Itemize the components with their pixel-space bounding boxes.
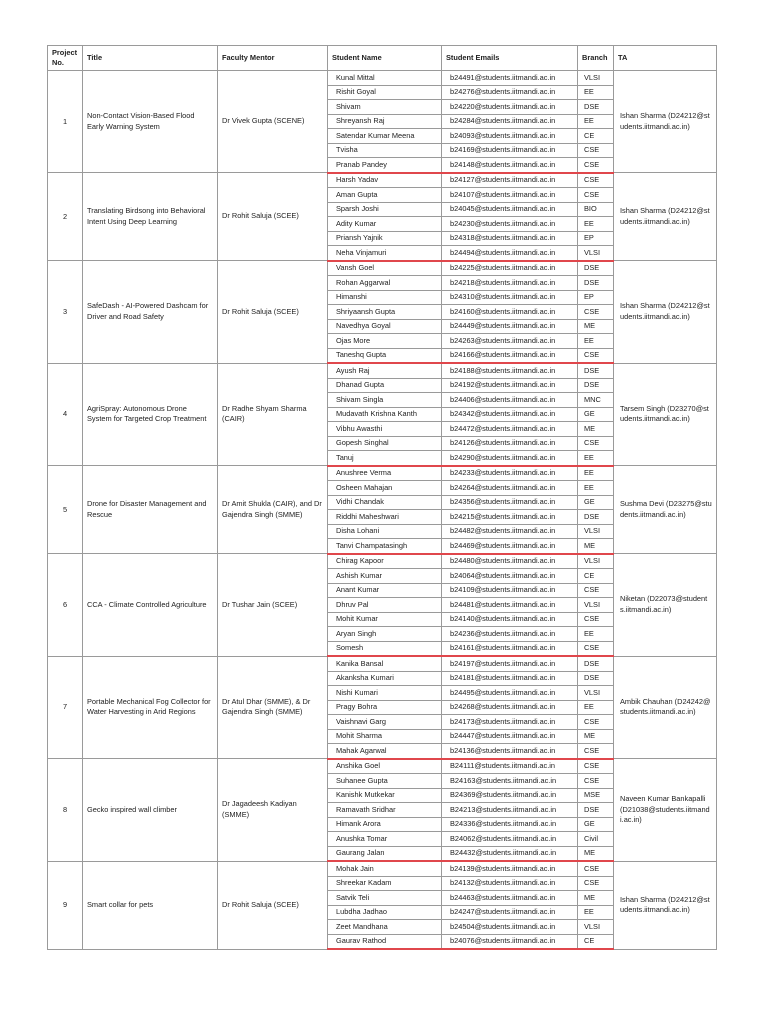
teaching-assistant: Ishan Sharma (D24212@students.iitmandi.ac.in) — [614, 173, 717, 261]
student-branch: CSE — [578, 612, 614, 627]
student-email: b24469@students.iitmandi.ac.in — [442, 539, 578, 554]
student-branch: DSE — [578, 276, 614, 291]
student-name: Lubdha Jadhao — [328, 905, 442, 920]
student-name: Tanuj — [328, 451, 442, 466]
student-branch: CSE — [578, 744, 614, 759]
student-email: b24093@students.iitmandi.ac.in — [442, 129, 578, 144]
student-branch: EE — [578, 85, 614, 100]
student-name: Mohit Kumar — [328, 612, 442, 627]
student-email: b24494@students.iitmandi.ac.in — [442, 246, 578, 261]
student-branch: CSE — [578, 158, 614, 173]
student-name: Mohit Sharma — [328, 729, 442, 744]
student-branch: ME — [578, 729, 614, 744]
student-name: Gopesh Singhal — [328, 436, 442, 451]
student-email: b24447@students.iitmandi.ac.in — [442, 729, 578, 744]
student-branch: ME — [578, 319, 614, 334]
project-number: 8 — [48, 759, 83, 862]
table-row — [48, 71, 717, 86]
student-email: b24064@students.iitmandi.ac.in — [442, 569, 578, 584]
table-row — [48, 173, 717, 188]
student-email: b24481@students.iitmandi.ac.in — [442, 598, 578, 613]
student-branch: VLSI — [578, 554, 614, 569]
student-email: b24188@students.iitmandi.ac.in — [442, 363, 578, 378]
table-row — [48, 363, 717, 378]
student-email: b24127@students.iitmandi.ac.in — [442, 173, 578, 188]
student-branch: VLSI — [578, 920, 614, 935]
student-name: Zeet Mandhana — [328, 920, 442, 935]
project-number: 5 — [48, 466, 83, 554]
student-name: Mohak Jain — [328, 861, 442, 876]
student-name: Anushka Tomar — [328, 832, 442, 847]
student-branch: CE — [578, 129, 614, 144]
table-row — [48, 656, 717, 671]
project-number: 7 — [48, 656, 83, 759]
student-name: Anushree Verma — [328, 466, 442, 481]
faculty-mentor: Dr Tushar Jain (SCEE) — [218, 554, 328, 657]
student-name: Kunal Mittal — [328, 71, 442, 86]
student-email: B24062@students.iitmandi.ac.in — [442, 832, 578, 847]
student-name: Navedhya Goyal — [328, 319, 442, 334]
teaching-assistant: Naveen Kumar Bankapalli (D21038@students.iitmandi.ac.in) — [614, 759, 717, 862]
student-branch: EE — [578, 334, 614, 349]
faculty-mentor: Dr Amit Shukla (CAIR), and Dr Gajendra Singh (SMME) — [218, 466, 328, 554]
student-email: b24290@students.iitmandi.ac.in — [442, 451, 578, 466]
faculty-mentor: Dr Rohit Saluja (SCEE) — [218, 173, 328, 261]
student-branch: DSE — [578, 510, 614, 525]
student-branch: VLSI — [578, 686, 614, 701]
student-name: Somesh — [328, 641, 442, 656]
student-email: b24148@students.iitmandi.ac.in — [442, 158, 578, 173]
student-email: b24166@students.iitmandi.ac.in — [442, 348, 578, 363]
teaching-assistant: Niketan (D22073@students.iitmandi.ac.in) — [614, 554, 717, 657]
header-project-no: Project No. — [48, 46, 83, 71]
student-branch: VLSI — [578, 524, 614, 539]
student-name: Ramavath Sridhar — [328, 803, 442, 818]
student-branch: VLSI — [578, 246, 614, 261]
student-name: Gaurang Jalan — [328, 846, 442, 861]
header-row — [48, 46, 717, 71]
student-name: Rohan Aggarwal — [328, 276, 442, 291]
student-email: B24163@students.iitmandi.ac.in — [442, 774, 578, 789]
student-name: Mudavath Krishna Kanth — [328, 407, 442, 422]
student-branch: DSE — [578, 363, 614, 378]
student-branch: CSE — [578, 188, 614, 203]
project-number: 2 — [48, 173, 83, 261]
student-email: b24247@students.iitmandi.ac.in — [442, 905, 578, 920]
student-email: b24220@students.iitmandi.ac.in — [442, 100, 578, 115]
student-name: Disha Lohani — [328, 524, 442, 539]
student-branch: ME — [578, 539, 614, 554]
student-email: b24268@students.iitmandi.ac.in — [442, 700, 578, 715]
student-branch: CSE — [578, 143, 614, 158]
student-branch: EE — [578, 700, 614, 715]
student-branch: DSE — [578, 378, 614, 393]
student-email: b24192@students.iitmandi.ac.in — [442, 378, 578, 393]
student-branch: DSE — [578, 261, 614, 276]
table-row — [48, 261, 717, 276]
student-branch: MSE — [578, 788, 614, 803]
student-branch: EE — [578, 905, 614, 920]
student-email: b24263@students.iitmandi.ac.in — [442, 334, 578, 349]
student-email: b24181@students.iitmandi.ac.in — [442, 671, 578, 686]
student-branch: GE — [578, 495, 614, 510]
student-name: Ojas More — [328, 334, 442, 349]
student-branch: CSE — [578, 641, 614, 656]
faculty-mentor: Dr Rohit Saluja (SCEE) — [218, 261, 328, 364]
header-student-emails: Student Emails — [442, 46, 578, 71]
student-branch: VLSI — [578, 71, 614, 86]
student-branch: CSE — [578, 774, 614, 789]
student-email: b24107@students.iitmandi.ac.in — [442, 188, 578, 203]
student-name: Pranab Pandey — [328, 158, 442, 173]
student-branch: CE — [578, 934, 614, 949]
student-name: Shivam Singla — [328, 393, 442, 408]
student-email: b24284@students.iitmandi.ac.in — [442, 114, 578, 129]
student-email: b24482@students.iitmandi.ac.in — [442, 524, 578, 539]
student-email: b24076@students.iitmandi.ac.in — [442, 934, 578, 949]
projects-table-body — [48, 71, 717, 950]
project-title: AgriSpray: Autonomous Drone System for Targeted Crop Treatment — [83, 363, 218, 466]
student-branch: CSE — [578, 861, 614, 876]
student-name: Tanvi Champatasingh — [328, 539, 442, 554]
student-email: b24233@students.iitmandi.ac.in — [442, 466, 578, 481]
student-branch: DSE — [578, 100, 614, 115]
student-name: Himanshi — [328, 290, 442, 305]
student-email: b24126@students.iitmandi.ac.in — [442, 436, 578, 451]
project-title: CCA - Climate Controlled Agriculture — [83, 554, 218, 657]
student-name: Rishit Goyal — [328, 85, 442, 100]
student-branch: EE — [578, 451, 614, 466]
student-email: b24463@students.iitmandi.ac.in — [442, 891, 578, 906]
student-name: Ashish Kumar — [328, 569, 442, 584]
table-row — [48, 759, 717, 774]
student-name: Kanika Bansal — [328, 656, 442, 671]
project-title: Translating Birdsong into Behavioral Intent Using Deep Learning — [83, 173, 218, 261]
student-branch: MNC — [578, 393, 614, 408]
student-branch: GE — [578, 817, 614, 832]
student-email: b24318@students.iitmandi.ac.in — [442, 231, 578, 246]
teaching-assistant: Tarsem Singh (D23270@students.iitmandi.ac.in) — [614, 363, 717, 466]
student-email: b24491@students.iitmandi.ac.in — [442, 71, 578, 86]
student-branch: EE — [578, 466, 614, 481]
student-name: Harsh Yadav — [328, 173, 442, 188]
table-row — [48, 466, 717, 481]
teaching-assistant: Sushma Devi (D23275@students.iitmandi.ac.in) — [614, 466, 717, 554]
student-branch: CSE — [578, 876, 614, 891]
student-name: Vansh Goel — [328, 261, 442, 276]
student-name: Kanishk Mutkekar — [328, 788, 442, 803]
student-name: Shreyansh Raj — [328, 114, 442, 129]
student-branch: Civil — [578, 832, 614, 847]
student-email: b24109@students.iitmandi.ac.in — [442, 583, 578, 598]
student-email: b24197@students.iitmandi.ac.in — [442, 656, 578, 671]
student-name: Shivam — [328, 100, 442, 115]
header-branch: Branch — [578, 46, 614, 71]
student-email: b24342@students.iitmandi.ac.in — [442, 407, 578, 422]
student-email: b24218@students.iitmandi.ac.in — [442, 276, 578, 291]
student-branch: ME — [578, 846, 614, 861]
student-email: b24045@students.iitmandi.ac.in — [442, 202, 578, 217]
student-name: Sparsh Joshi — [328, 202, 442, 217]
student-email: b24449@students.iitmandi.ac.in — [442, 319, 578, 334]
project-title: SafeDash - AI-Powered Dashcam for Driver and Road Safety — [83, 261, 218, 364]
student-name: Pragy Bohra — [328, 700, 442, 715]
student-name: Dhruv Pal — [328, 598, 442, 613]
student-email: b24406@students.iitmandi.ac.in — [442, 393, 578, 408]
student-name: Gaurav Rathod — [328, 934, 442, 949]
student-email: b24225@students.iitmandi.ac.in — [442, 261, 578, 276]
faculty-mentor: Dr Atul Dhar (SMME), & Dr Gajendra Singh (SMME) — [218, 656, 328, 759]
student-branch: CSE — [578, 436, 614, 451]
student-branch: CSE — [578, 715, 614, 730]
student-email: b24160@students.iitmandi.ac.in — [442, 305, 578, 320]
header-student-name: Student Name — [328, 46, 442, 71]
teaching-assistant: Ishan Sharma (D24212@students.iitmandi.ac.in) — [614, 71, 717, 173]
project-title: Non-Contact Vision-Based Flood Early Warning System — [83, 71, 218, 173]
student-name: Himank Arora — [328, 817, 442, 832]
project-number: 9 — [48, 861, 83, 949]
table-row — [48, 861, 717, 876]
student-name: Aryan Singh — [328, 627, 442, 642]
student-email: B24432@students.iitmandi.ac.in — [442, 846, 578, 861]
table-row — [48, 554, 717, 569]
teaching-assistant: Ambik Chauhan (D24242@students.iitmandi.ac.in) — [614, 656, 717, 759]
header-title: Title — [83, 46, 218, 71]
student-email: B24336@students.iitmandi.ac.in — [442, 817, 578, 832]
faculty-mentor: Dr Rohit Saluja (SCEE) — [218, 861, 328, 949]
student-name: Akanksha Kumari — [328, 671, 442, 686]
student-name: Neha Vinjamuri — [328, 246, 442, 261]
student-name: Ayush Raj — [328, 363, 442, 378]
student-email: b24169@students.iitmandi.ac.in — [442, 143, 578, 158]
student-branch: EE — [578, 217, 614, 232]
student-email: b24480@students.iitmandi.ac.in — [442, 554, 578, 569]
student-name: Aman Gupta — [328, 188, 442, 203]
student-branch: DSE — [578, 671, 614, 686]
student-email: b24236@students.iitmandi.ac.in — [442, 627, 578, 642]
project-number: 1 — [48, 71, 83, 173]
student-email: b24472@students.iitmandi.ac.in — [442, 422, 578, 437]
student-name: Anshika Goel — [328, 759, 442, 774]
student-email: b24264@students.iitmandi.ac.in — [442, 481, 578, 496]
student-branch: CE — [578, 569, 614, 584]
student-name: Mahak Agarwal — [328, 744, 442, 759]
student-branch: CSE — [578, 759, 614, 774]
student-branch: EE — [578, 481, 614, 496]
student-email: b24173@students.iitmandi.ac.in — [442, 715, 578, 730]
student-email: b24139@students.iitmandi.ac.in — [442, 861, 578, 876]
student-branch: DSE — [578, 656, 614, 671]
faculty-mentor: Dr Jagadeesh Kadiyan (SMME) — [218, 759, 328, 862]
student-name: Satvik Teli — [328, 891, 442, 906]
student-branch: CSE — [578, 348, 614, 363]
student-email: b24140@students.iitmandi.ac.in — [442, 612, 578, 627]
student-branch: VLSI — [578, 598, 614, 613]
projects-table — [47, 45, 717, 950]
student-branch: EP — [578, 290, 614, 305]
teaching-assistant: Ishan Sharma (D24212@students.iitmandi.ac.in) — [614, 261, 717, 364]
student-branch: CSE — [578, 305, 614, 320]
student-name: Vibhu Awasthi — [328, 422, 442, 437]
project-title: Gecko inspired wall climber — [83, 759, 218, 862]
student-name: Vaishnavi Garg — [328, 715, 442, 730]
student-branch: CSE — [578, 583, 614, 598]
project-title: Drone for Disaster Management and Rescue — [83, 466, 218, 554]
student-email: b24356@students.iitmandi.ac.in — [442, 495, 578, 510]
student-email: B24111@students.iitmandi.ac.in — [442, 759, 578, 774]
student-name: Nishi Kumari — [328, 686, 442, 701]
student-name: Taneshq Gupta — [328, 348, 442, 363]
student-name: Suhanee Gupta — [328, 774, 442, 789]
student-name: Riddhi Maheshwari — [328, 510, 442, 525]
student-name: Satendar Kumar Meena — [328, 129, 442, 144]
student-branch: ME — [578, 422, 614, 437]
student-name: Shreekar Kadam — [328, 876, 442, 891]
student-email: b24495@students.iitmandi.ac.in — [442, 686, 578, 701]
student-email: b24215@students.iitmandi.ac.in — [442, 510, 578, 525]
student-email: b24132@students.iitmandi.ac.in — [442, 876, 578, 891]
header-faculty-mentor: Faculty Mentor — [218, 46, 328, 71]
student-name: Chirag Kapoor — [328, 554, 442, 569]
faculty-mentor: Dr Radhe Shyam Sharma (CAIR) — [218, 363, 328, 466]
student-email: b24136@students.iitmandi.ac.in — [442, 744, 578, 759]
student-email: B24213@students.iitmandi.ac.in — [442, 803, 578, 818]
student-branch: BIO — [578, 202, 614, 217]
project-number: 4 — [48, 363, 83, 466]
faculty-mentor: Dr Vivek Gupta (SCENE) — [218, 71, 328, 173]
student-name: Anant Kumar — [328, 583, 442, 598]
student-email: b24230@students.iitmandi.ac.in — [442, 217, 578, 232]
student-name: Priansh Yajnik — [328, 231, 442, 246]
student-email: b24504@students.iitmandi.ac.in — [442, 920, 578, 935]
student-email: b24161@students.iitmandi.ac.in — [442, 641, 578, 656]
project-title: Portable Mechanical Fog Collector for Water Harvesting in Arid Regions — [83, 656, 218, 759]
student-name: Adity Kumar — [328, 217, 442, 232]
student-branch: CSE — [578, 173, 614, 188]
student-branch: EE — [578, 627, 614, 642]
student-branch: ME — [578, 891, 614, 906]
student-name: Osheen Mahajan — [328, 481, 442, 496]
student-branch: DSE — [578, 803, 614, 818]
project-number: 3 — [48, 261, 83, 364]
student-email: b24310@students.iitmandi.ac.in — [442, 290, 578, 305]
student-name: Tvisha — [328, 143, 442, 158]
student-branch: EP — [578, 231, 614, 246]
student-email: B24369@students.iitmandi.ac.in — [442, 788, 578, 803]
student-name: Shriyaansh Gupta — [328, 305, 442, 320]
student-branch: EE — [578, 114, 614, 129]
teaching-assistant: Ishan Sharma (D24212@students.iitmandi.ac.in) — [614, 861, 717, 949]
project-title: Smart collar for pets — [83, 861, 218, 949]
project-number: 6 — [48, 554, 83, 657]
student-branch: GE — [578, 407, 614, 422]
student-name: Vidhi Chandak — [328, 495, 442, 510]
student-email: b24276@students.iitmandi.ac.in — [442, 85, 578, 100]
student-name: Dhanad Gupta — [328, 378, 442, 393]
header-ta: TA — [614, 46, 717, 71]
